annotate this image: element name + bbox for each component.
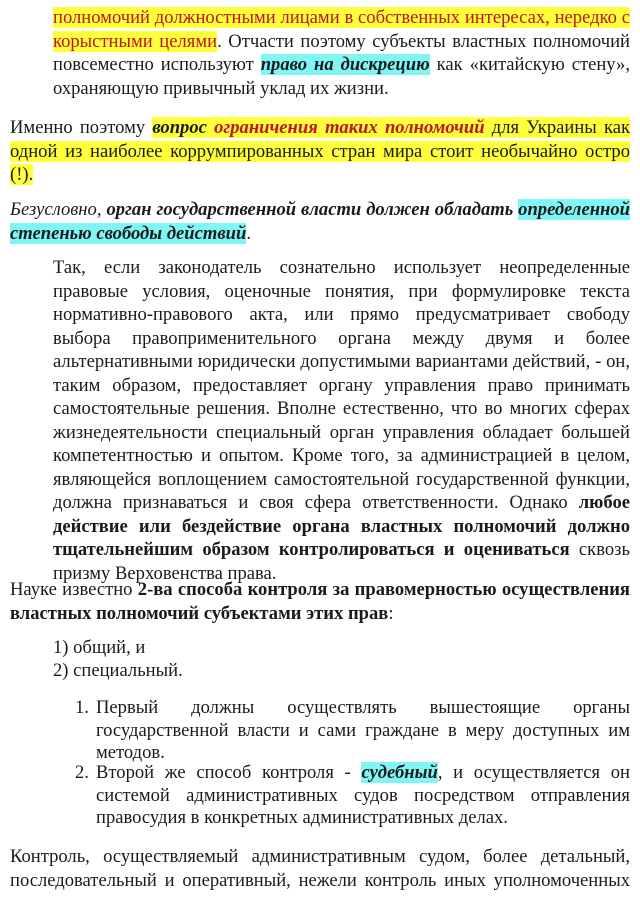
text: Науке известно bbox=[10, 579, 138, 600]
text: . bbox=[246, 222, 252, 244]
item-number: 1. bbox=[75, 697, 89, 718]
item-number: 2. bbox=[75, 762, 89, 783]
paragraph-legislator bbox=[53, 256, 630, 585]
item-text bbox=[96, 762, 630, 830]
bold-text: любое действие или бездействие органа властных полномочий должно тщательнейшим образом контролироваться и оцениваться bbox=[53, 492, 630, 560]
highlighted-term-judicial: судебный bbox=[361, 762, 438, 783]
paragraph-ukraine bbox=[10, 116, 630, 187]
highlighted-term-discretion: право на дискрецию bbox=[260, 54, 430, 75]
paragraph-freedom bbox=[10, 198, 630, 245]
highlighted-term-freedom: определенной степенью свободы действий bbox=[10, 199, 630, 244]
numbered-item-2 bbox=[75, 762, 630, 832]
paragraph-control-methods bbox=[10, 578, 630, 625]
text: как «китайскую стену», охраняющую привычный уклад их жизни. bbox=[53, 54, 630, 99]
list-item-special: 2) специальный. bbox=[53, 660, 183, 681]
bold-italic-text: вопрос bbox=[152, 117, 215, 138]
highlighted-text: для Украины как одной из наиболее коррумпированных стран мира стоит необычайно остро (!). bbox=[10, 117, 630, 185]
text: сквозь призму Верховенства права. bbox=[53, 539, 630, 584]
paragraph-admin-court bbox=[10, 845, 630, 892]
bold-italic-text: орган государственной власти должен обладать bbox=[106, 199, 519, 220]
text: Так, если законодатель сознательно использует неопределенные правовые условия, оценочные понятия, при формулировке текста нормативно-правового акта, или прямо предусматривает свободу выбора правоприменительного органа между двумя и более альтернативными юридически допустимыми вариантами действий, - он, таким образом, предоставляет органу управления право принимать самостоятельные решения. Вполне естественно, что во многих сферах жизнедеятельности специальный орган управления обладает большей компетентностью и опытом. Кроме того, за администрацией в целом, являющейся воплощением самостоятельной государственной функции, должна признаваться и своя сфера ответственности. Однако bbox=[53, 257, 630, 513]
paragraph-discretion bbox=[53, 6, 630, 100]
text: : bbox=[388, 602, 394, 624]
bold-text: 2-ва способа контроля за правомерностью осуществления властных полномочий субъектами этих прав bbox=[10, 579, 630, 624]
italic-text: Безусловно, bbox=[10, 199, 107, 220]
text: Именно поэтому bbox=[10, 117, 153, 138]
text: . Отчасти поэтому субъекты властных полномочий повсеместно используют bbox=[53, 30, 630, 75]
list-item-general: 1) общий, и bbox=[53, 637, 146, 658]
text: , и осуществляется он системой административных судов посредством отправления правосудия в конкретных административных делах. bbox=[96, 762, 630, 828]
highlighted-red-text: полномочий должностными лицами в собственных интересах, нередко с корыстными целями bbox=[53, 7, 630, 52]
text: Второй же способ контроля - bbox=[96, 762, 362, 783]
red-italic-text: ограничения таких полномочий bbox=[214, 117, 485, 138]
text: Контроль, осуществляемый административным судом, более детальный, последовательный и оперативный, нежели контроль иных уполномоченных bbox=[10, 846, 630, 891]
numbered-item-1 bbox=[75, 697, 630, 767]
item-text: Первый должны осуществлять вышестоящие органы государственной власти и сами граждане в меру доступных им методов. bbox=[96, 697, 630, 763]
